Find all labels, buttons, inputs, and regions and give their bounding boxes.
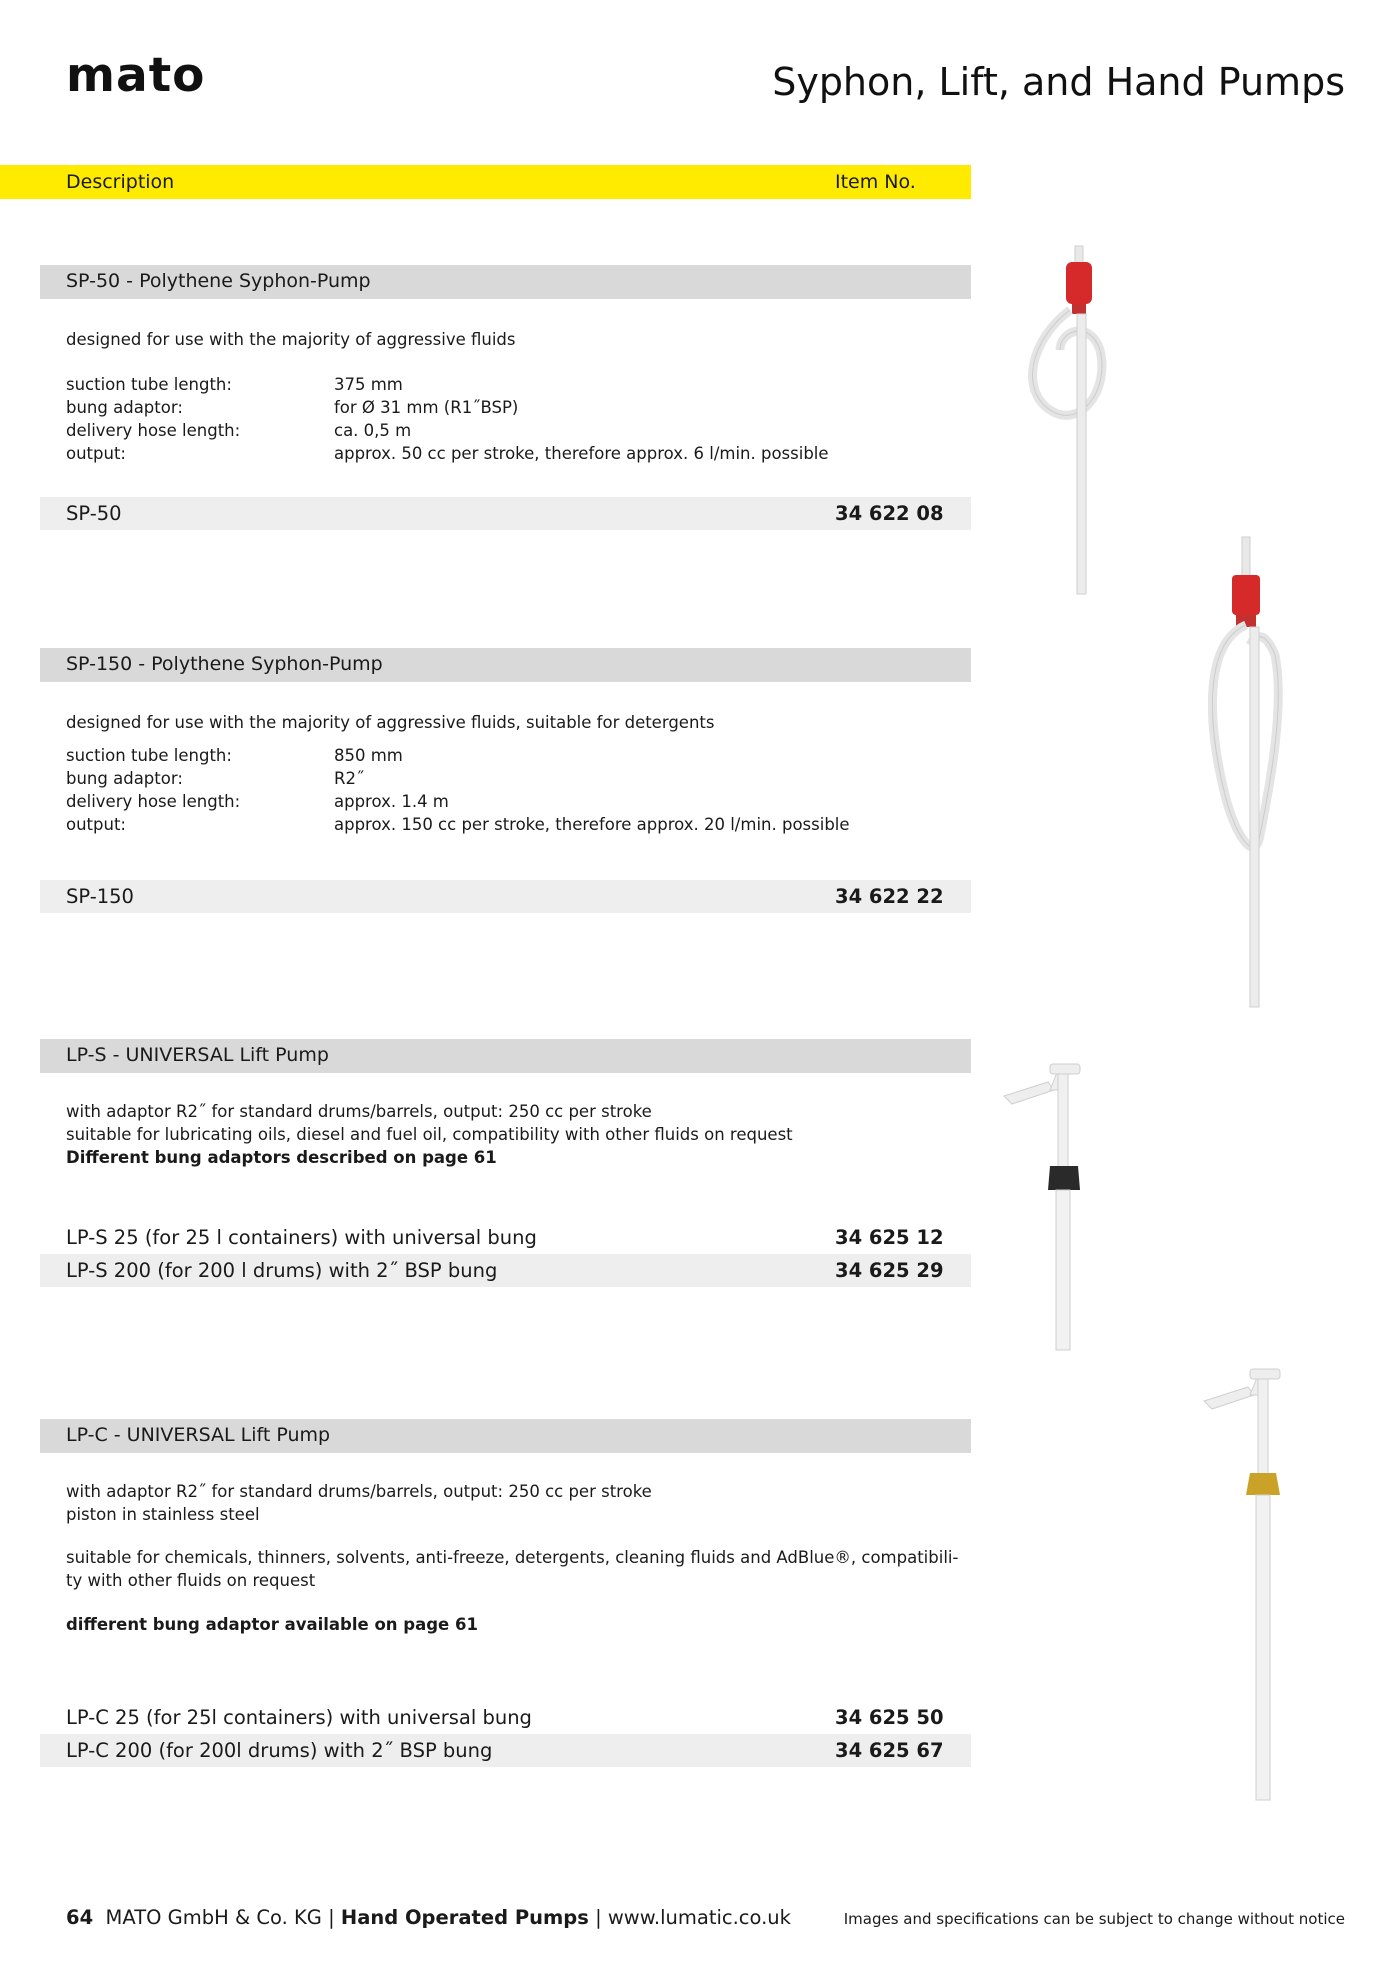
item-name: LP-S 25 (for 25 l containers) with universal bung [66, 1226, 537, 1249]
section-heading-text: LP-C - UNIVERSAL Lift Pump [66, 1424, 331, 1446]
disclaimer: Images and specifications can be subject to change without notice [843, 1910, 1345, 1928]
description-line: ty with other fluids on request [66, 1571, 316, 1590]
spec-value: for Ø 31 mm (R1˝BSP) [334, 398, 519, 417]
spec-row [66, 396, 829, 419]
description-line: suitable for chemicals, thinners, solvents, anti-freeze, detergents, cleaning fluids and AdBlue®, compatibili- [66, 1548, 959, 1567]
section-heading-lpc [40, 1419, 971, 1453]
company-name: MATO GmbH & Co. KG | [105, 1906, 341, 1929]
spec-list [66, 744, 850, 836]
item-name: LP-C 25 (for 25l containers) with universal bung [66, 1706, 532, 1729]
spec-row [66, 442, 829, 465]
sp150-pump-image [1200, 535, 1320, 1015]
section-heading-text: SP-50 - Polythene Syphon-Pump [66, 270, 371, 292]
section-heading-sp150 [40, 648, 971, 682]
description-line: with adaptor R2˝ for standard drums/barrels, output: 250 cc per stroke [66, 1102, 652, 1121]
page-title: Syphon, Lift, and Hand Pumps [772, 60, 1345, 104]
section-description [66, 1480, 652, 1526]
lps-pump-image [1000, 1060, 1110, 1360]
spec-value: approx. 50 cc per stroke, therefore approx. 6 l/min. possible [334, 444, 829, 463]
description-line: piston in stainless steel [66, 1505, 260, 1524]
description-line: with adaptor R2˝ for standard drums/barrels, output: 250 cc per stroke [66, 1482, 652, 1501]
spec-label: output: [66, 444, 126, 463]
item-name: LP-S 200 (for 200 l drums) with 2˝ BSP bung [66, 1259, 498, 1282]
item-no-column-header: Item No. [835, 171, 916, 193]
item-row-lpc25 [40, 1701, 971, 1734]
item-row-lps25 [40, 1221, 971, 1254]
spec-value: R2˝ [334, 769, 365, 788]
item-row-lpc200 [40, 1734, 971, 1767]
spec-label: output: [66, 815, 126, 834]
description-line: suitable for lubricating oils, diesel and fuel oil, compatibility with other fluids on request [66, 1125, 793, 1144]
spec-label: bung adaptor: [66, 398, 183, 417]
item-name: LP-C 200 (for 200l drums) with 2˝ BSP bung [66, 1739, 493, 1762]
table-header-bar [0, 165, 971, 199]
spec-label: suction tube length: [66, 746, 232, 765]
spec-label: bung adaptor: [66, 769, 183, 788]
section-heading-lps [40, 1039, 971, 1073]
item-number: 34 625 12 [835, 1226, 944, 1249]
item-row-lps200 [40, 1254, 971, 1287]
item-name: SP-150 [66, 885, 134, 908]
bung-adaptor-note: different bung adaptor available on page 61 [66, 1615, 478, 1634]
spec-value: ca. 0,5 m [334, 421, 412, 440]
spec-label: suction tube length: [66, 375, 232, 394]
section-heading-text: SP-150 - Polythene Syphon-Pump [66, 653, 383, 675]
mato-logo: mato [66, 48, 206, 103]
section-heading-text: LP-S - UNIVERSAL Lift Pump [66, 1044, 329, 1066]
item-number: 34 622 08 [835, 502, 944, 525]
spec-row [66, 813, 850, 836]
section-description [66, 1100, 793, 1169]
spec-value: 850 mm [334, 746, 403, 765]
spec-value: 375 mm [334, 375, 403, 394]
spec-value: approx. 150 cc per stroke, therefore approx. 20 l/min. possible [334, 815, 850, 834]
bung-adaptor-note: Different bung adaptors described on page 61 [66, 1148, 497, 1167]
item-number: 34 625 50 [835, 1706, 944, 1729]
category-name: Hand Operated Pumps [340, 1906, 589, 1929]
footer-credit [66, 1906, 791, 1929]
item-number: 34 622 22 [835, 885, 944, 908]
sp50-pump-image [1010, 240, 1130, 605]
item-row-sp50 [40, 497, 971, 530]
spec-row [66, 744, 850, 767]
page-number: 64 [66, 1906, 94, 1929]
item-number: 34 625 67 [835, 1739, 944, 1762]
spec-list [66, 373, 829, 465]
description-column-header: Description [66, 171, 175, 193]
section-compatibility [66, 1546, 958, 1592]
section-intro: designed for use with the majority of aggressive fluids [66, 330, 516, 349]
item-row-sp150 [40, 880, 971, 913]
spec-row [66, 767, 850, 790]
spec-row [66, 419, 829, 442]
section-heading-sp50 [40, 265, 971, 299]
spec-label: delivery hose length: [66, 792, 241, 811]
section-intro: designed for use with the majority of aggressive fluids, suitable for detergents [66, 713, 715, 732]
spec-value: approx. 1.4 m [334, 792, 449, 811]
spec-row [66, 373, 829, 396]
item-name: SP-50 [66, 502, 122, 525]
website: | www.lumatic.co.uk [588, 1906, 791, 1929]
item-number: 34 625 29 [835, 1259, 944, 1282]
spec-label: delivery hose length: [66, 421, 241, 440]
spec-row [66, 790, 850, 813]
lpc-pump-image [1200, 1365, 1310, 1815]
